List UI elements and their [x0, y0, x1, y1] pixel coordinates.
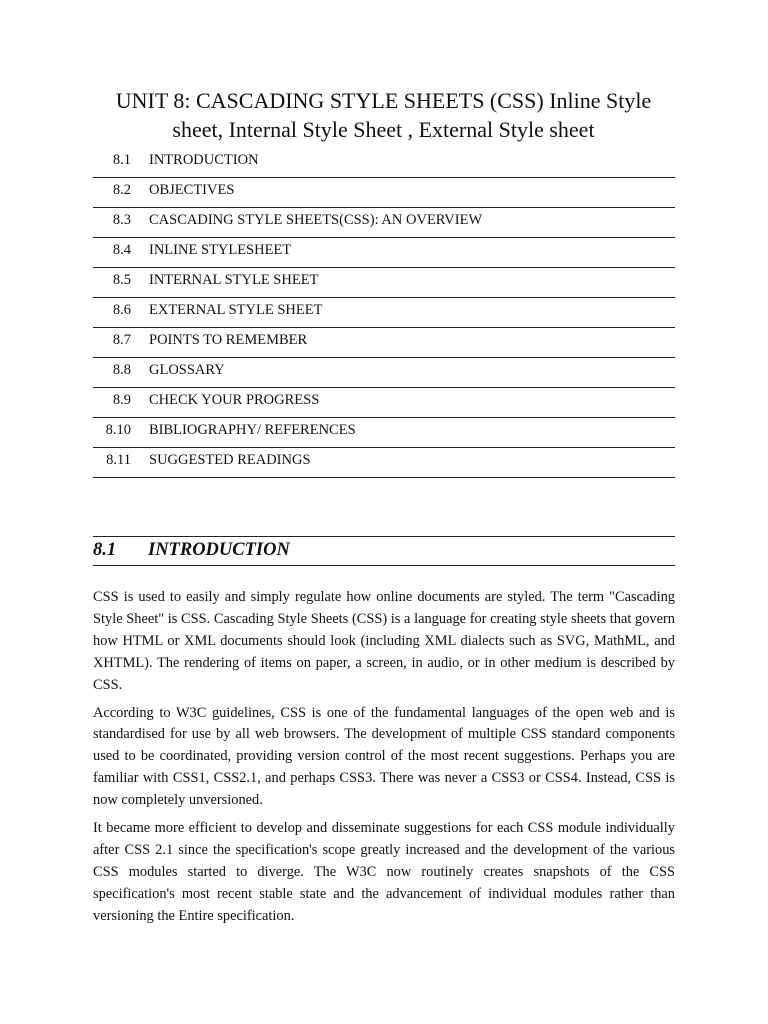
section-title: INTRODUCTION: [148, 540, 290, 560]
toc-item: [93, 388, 675, 418]
toc-item: [93, 148, 675, 178]
toc-item-number: 8.3: [112, 212, 131, 228]
table-of-contents: [93, 148, 675, 478]
toc-item-label: GLOSSARY: [149, 362, 225, 378]
toc-item-label: CASCADING STYLE SHEETS(CSS): AN OVERVIEW: [149, 212, 483, 228]
paragraph: It became more efficient to develop and disseminate suggestions for each CSS module individually after CSS 2.1 since the specification's scope greatly increased and the development of the various CSS modules started to diverge. The W3C now routinely creates snapshots of the CSS specification's most recent stable state and the advancement of individual modules rather than versioning the Entire specification.: [93, 820, 675, 924]
toc-item-number: 8.11: [106, 452, 131, 468]
toc-item-number: 8.7: [112, 332, 131, 348]
toc-item: [93, 418, 675, 448]
toc-item-number: 8.9: [112, 392, 131, 408]
toc-item-number: 8.1: [112, 152, 131, 168]
toc-item-number: 8.4: [112, 242, 131, 258]
section-body: [93, 587, 675, 934]
toc-item-label: CHECK YOUR PROGRESS: [149, 392, 320, 408]
toc-item-number: 8.8: [112, 362, 131, 378]
toc-item-label: POINTS TO REMEMBER: [149, 332, 308, 348]
toc-item-number: 8.6: [112, 302, 131, 318]
toc-item-label: INLINE STYLESHEET: [149, 242, 292, 258]
toc-item-label: BIBLIOGRAPHY/ REFERENCES: [149, 422, 356, 438]
toc-item: [93, 328, 675, 358]
paragraph: According to W3C guidelines, CSS is one of the fundamental languages of the open web and is standardised for use by all web browsers. The development of multiple CSS standard components used to be coordinated, providing version control of the most recent suggestions. Perhaps you are familiar with CSS1, CSS2.1, and perhaps CSS3. There was never a CSS3 or CSS4. Instead, CSS is now completely unversioned.: [93, 704, 675, 809]
section-number: 8.1: [93, 540, 117, 560]
toc-item: [93, 208, 675, 238]
toc-item: [93, 238, 675, 268]
toc-item: [93, 268, 675, 298]
paragraph: CSS is used to easily and simply regulate how online documents are styled. The term "Cascading Style Sheet" is CSS. Cascading Style Sheets (CSS) is a language for creating style sheets that govern how HTML or XML documents should look (including XML dialects such as SVG, MathML, and XHTML). The rendering of items on paper, a screen, in audio, or in other medium is described by CSS.: [93, 589, 675, 693]
toc-item: [93, 178, 675, 208]
toc-item-label: SUGGESTED READINGS: [149, 452, 311, 468]
toc-item-number: 8.10: [105, 422, 131, 438]
toc-item: [93, 448, 675, 478]
toc-item-label: INTRODUCTION: [149, 152, 259, 168]
toc-item: [93, 298, 675, 328]
unit-title: UNIT 8: CASCADING STYLE SHEETS (CSS) Inline Style sheet, Internal Style Sheet , External Style sheet: [115, 88, 652, 142]
toc-item-label: INTERNAL STYLE SHEET: [149, 272, 319, 288]
toc-item-number: 8.2: [112, 182, 131, 198]
toc-item-label: OBJECTIVES: [149, 182, 235, 198]
toc-item: [93, 358, 675, 388]
section-heading: [93, 536, 675, 566]
toc-item-label: EXTERNAL STYLE SHEET: [149, 302, 323, 318]
toc-item-number: 8.5: [112, 272, 131, 288]
